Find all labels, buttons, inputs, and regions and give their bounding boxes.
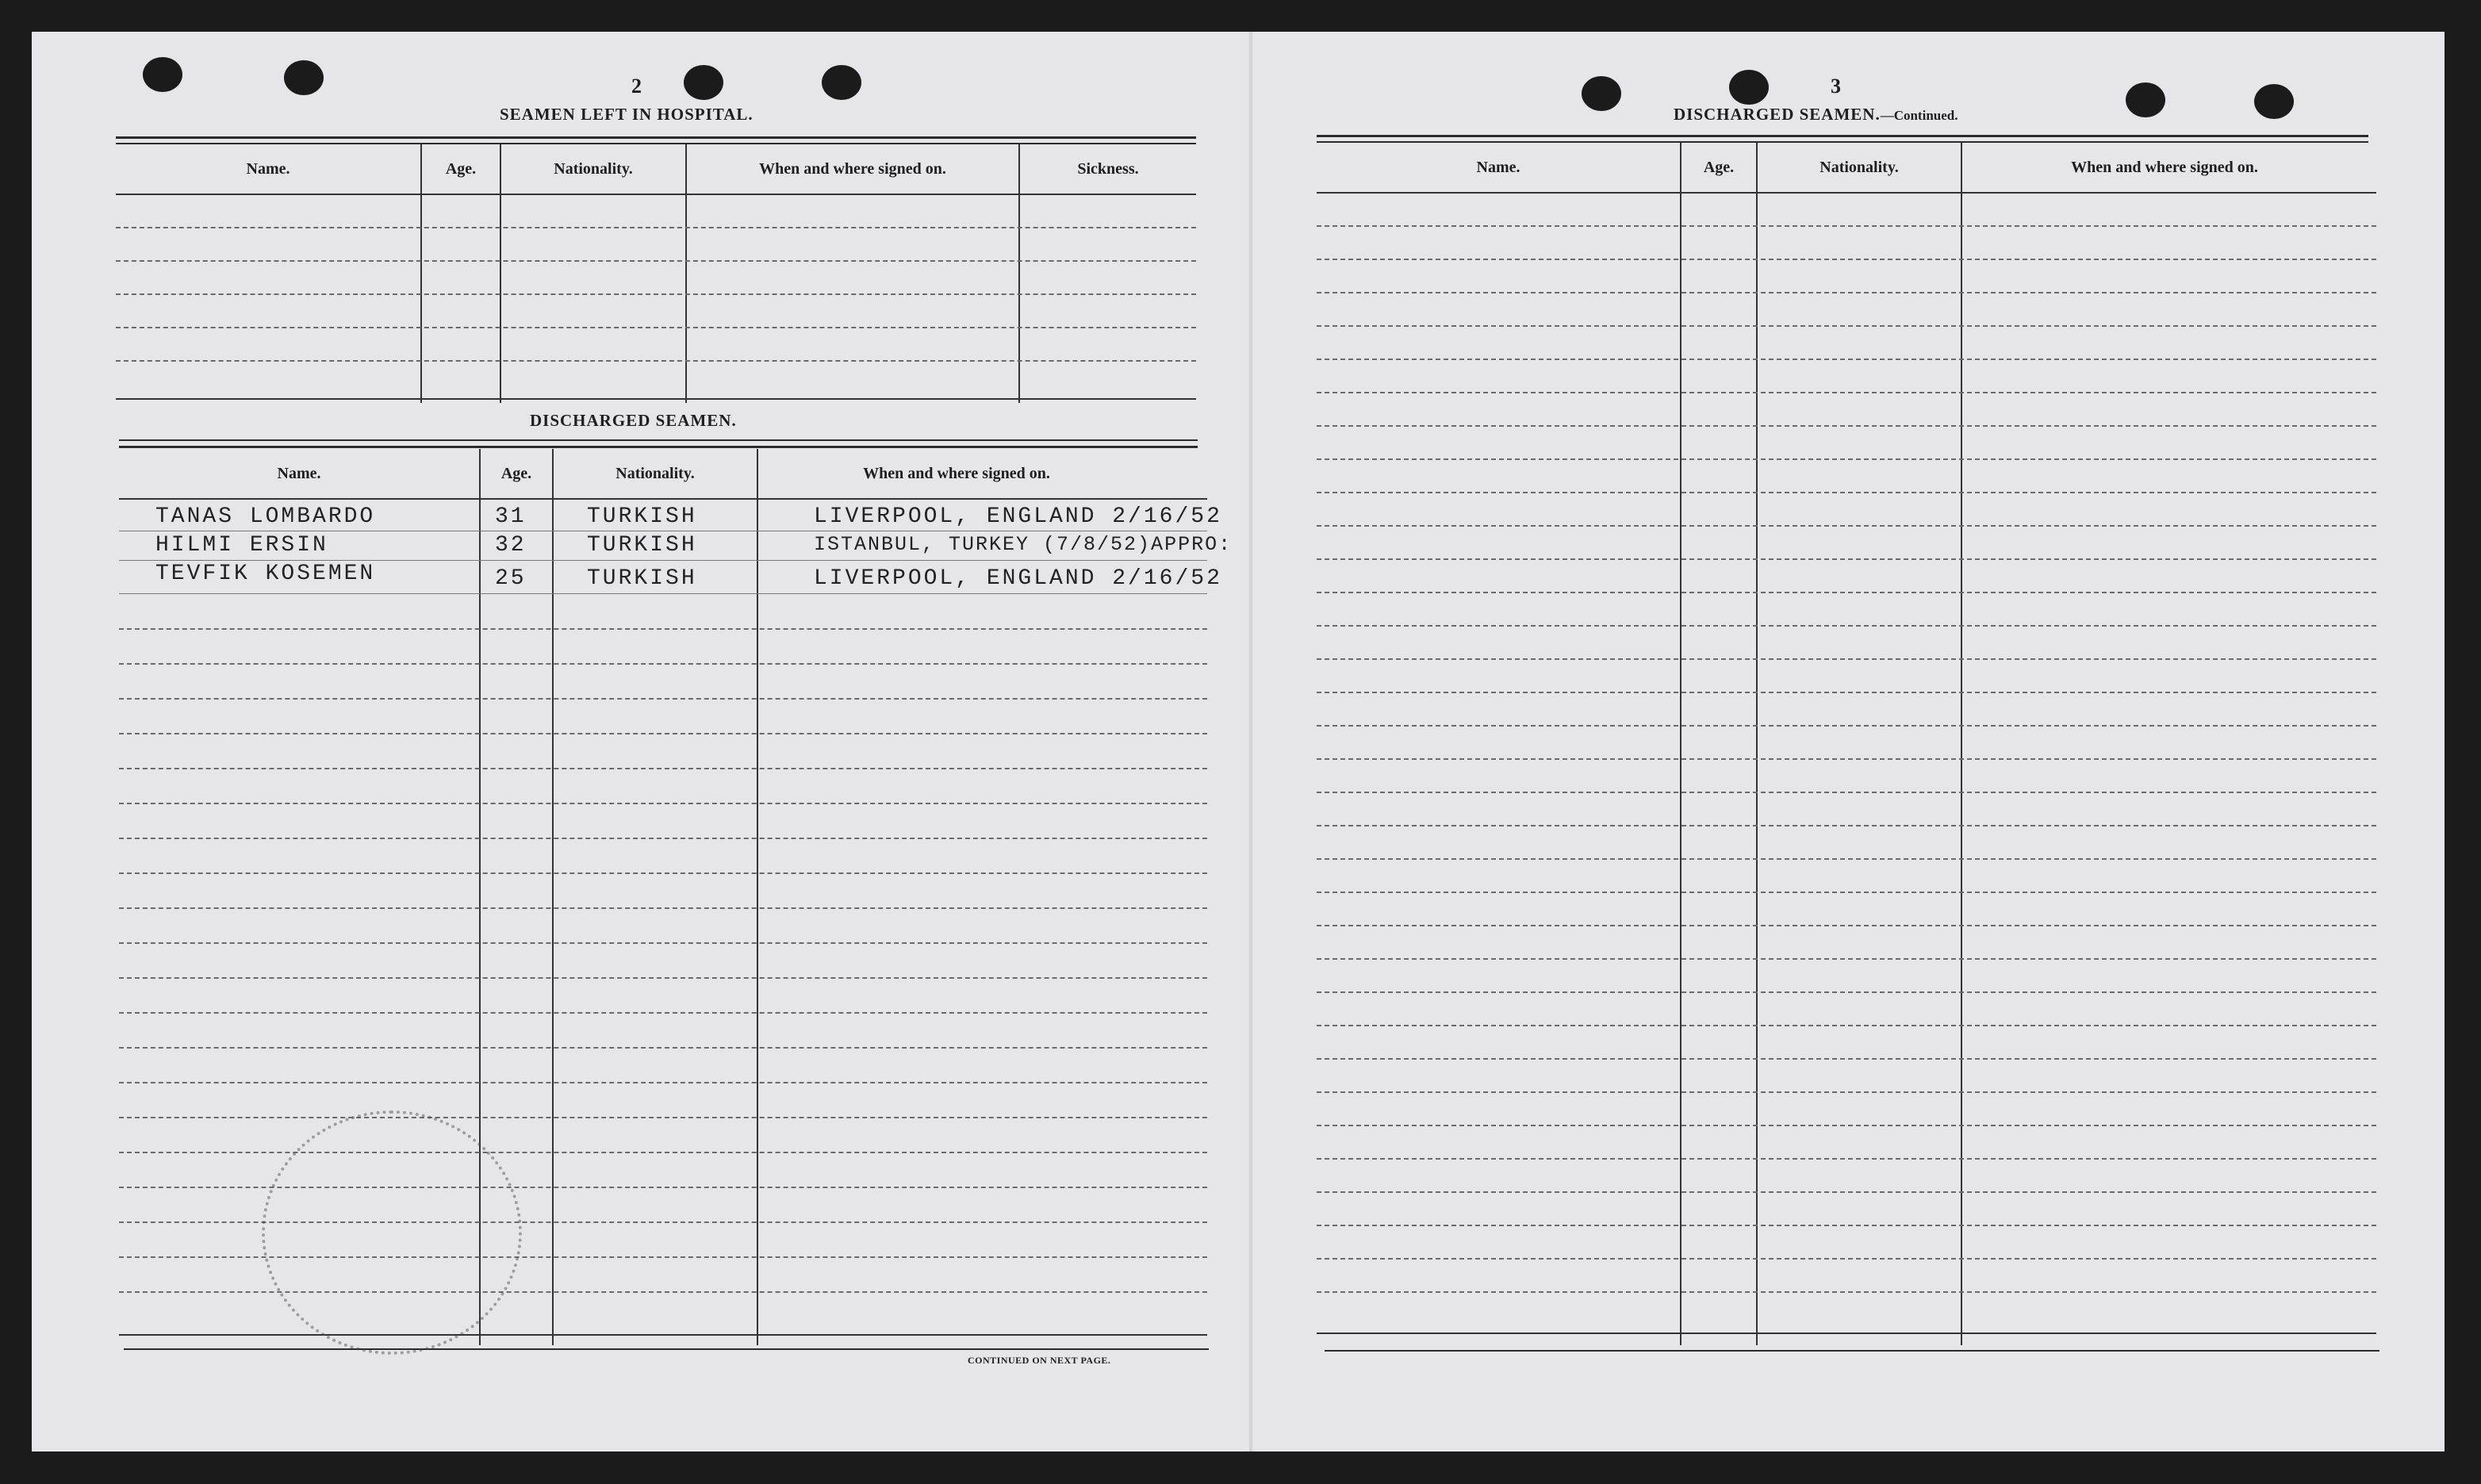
ruled-line <box>1317 925 2376 926</box>
ruled-line <box>119 907 1207 909</box>
ruled-line <box>119 942 1207 944</box>
ruled-line <box>1317 692 2376 693</box>
ruled-line <box>1317 1058 2376 1060</box>
column-divider <box>685 144 687 403</box>
punch-hole <box>2254 84 2294 119</box>
hospital-top-rule <box>116 136 1196 139</box>
ruled-line <box>1317 958 2376 960</box>
ruled-line <box>1317 1258 2376 1260</box>
continued-suffix: —Continued. <box>1880 108 1958 123</box>
discharged-top-rule <box>119 439 1198 441</box>
column-divider <box>552 449 554 1345</box>
punch-hole <box>2126 82 2165 117</box>
ruled-line <box>1317 991 2376 993</box>
table-bottom <box>1317 1333 2376 1334</box>
discharged-section-title: DISCHARGED SEAMEN. <box>530 411 737 430</box>
right-top-rule <box>1317 135 2368 137</box>
ruled-line <box>119 1117 1207 1118</box>
continued-note: CONTINUED ON NEXT PAGE. <box>968 1355 1111 1366</box>
punch-hole <box>284 60 324 95</box>
ruled-line <box>1317 1291 2376 1293</box>
hospital-table <box>116 144 1196 403</box>
ruled-line <box>1317 1125 2376 1126</box>
col-header-age: Age. <box>1703 159 1735 176</box>
ruled-line <box>1317 892 2376 893</box>
column-divider <box>1756 143 1758 1345</box>
seaman-name: HILMI ERSIN <box>155 533 328 558</box>
hospital-section-title: SEAMEN LEFT IN HOSPITAL. <box>500 105 754 124</box>
punch-hole <box>1582 76 1621 111</box>
header-underline <box>116 194 1196 195</box>
faded-stamp <box>262 1110 522 1355</box>
ruled-line <box>1317 359 2376 360</box>
ruled-line <box>1317 259 2376 260</box>
column-divider <box>1018 144 1020 403</box>
punch-hole <box>1729 70 1769 105</box>
col-header-nationality: Nationality. <box>1820 159 1899 176</box>
ruled-line <box>119 977 1207 979</box>
ruled-line <box>1317 1225 2376 1226</box>
discharged-top-rule-2 <box>119 446 1198 448</box>
seaman-signed-on: LIVERPOOL, ENGLAND 2/16/52 <box>814 566 1222 591</box>
column-divider <box>757 449 758 1345</box>
ruled-line <box>119 872 1207 874</box>
ruled-line <box>1317 758 2376 760</box>
punch-hole <box>822 65 861 100</box>
ruled-line <box>116 327 1196 328</box>
col-header-signed-on: When and where signed on. <box>863 465 1050 482</box>
col-header-name: Name. <box>277 465 321 482</box>
discharged-continued-title-text: DISCHARGED SEAMEN. <box>1674 105 1881 124</box>
col-header-nationality: Nationality. <box>615 465 695 482</box>
ruled-line <box>119 1047 1207 1049</box>
seaman-name: TEVFIK KOSEMEN <box>155 562 376 586</box>
ruled-line <box>1317 1091 2376 1093</box>
ruled-line <box>1317 292 2376 293</box>
ruled-line <box>119 1082 1207 1083</box>
seaman-age: 25 <box>495 566 527 591</box>
discharged-continued-title <box>1674 105 1958 125</box>
page-fold <box>1249 32 1252 1451</box>
seaman-age: 32 <box>495 533 527 558</box>
ruled-line <box>119 593 1207 594</box>
ruled-line <box>1317 858 2376 860</box>
ruled-line <box>1317 1025 2376 1026</box>
ruled-line <box>119 838 1207 839</box>
col-header-signed-on: When and where signed on. <box>2071 159 2258 176</box>
ruled-line <box>1317 492 2376 493</box>
ruled-line <box>116 227 1196 228</box>
header-underline <box>1317 192 2376 194</box>
ruled-line <box>1317 792 2376 793</box>
ruled-line <box>119 768 1207 769</box>
page-number-right: 3 <box>1831 75 1841 98</box>
ruled-line <box>1317 625 2376 627</box>
seaman-age: 31 <box>495 504 527 529</box>
punch-hole <box>143 57 182 92</box>
table-bottom <box>116 398 1196 400</box>
right-bottom-rule <box>1325 1350 2379 1352</box>
ruled-line <box>1317 592 2376 593</box>
ruled-line <box>1317 325 2376 327</box>
ruled-line <box>1317 392 2376 393</box>
col-header-name: Name. <box>246 160 290 178</box>
ruled-line <box>119 663 1207 665</box>
seaman-nationality: TURKISH <box>587 504 697 529</box>
seaman-nationality: TURKISH <box>587 566 697 591</box>
column-divider <box>1680 143 1681 1345</box>
ruled-line <box>1317 558 2376 560</box>
ruled-line <box>116 360 1196 362</box>
col-header-signed-on: When and where signed on. <box>759 160 946 178</box>
ruled-line <box>1317 425 2376 427</box>
ruled-line <box>1317 225 2376 227</box>
ruled-line <box>116 260 1196 262</box>
ruled-line <box>119 560 1207 561</box>
ruled-line <box>119 733 1207 734</box>
col-header-age: Age. <box>445 160 477 178</box>
ruled-line <box>1317 725 2376 727</box>
seaman-name: TANAS LOMBARDO <box>155 504 376 529</box>
column-divider <box>420 144 422 403</box>
col-header-name: Name. <box>1476 159 1520 176</box>
ruled-line <box>119 803 1207 804</box>
ruled-line <box>1317 458 2376 460</box>
ruled-line <box>119 698 1207 700</box>
ruled-line <box>1317 1191 2376 1193</box>
ruled-line <box>116 293 1196 295</box>
seaman-signed-on: LIVERPOOL, ENGLAND 2/16/52 <box>814 504 1222 529</box>
ruled-line <box>119 628 1207 630</box>
ruled-line <box>1317 658 2376 660</box>
discharged-bottom-rule <box>124 1348 1209 1350</box>
register-sheet <box>32 32 2445 1451</box>
table-bottom <box>119 1334 1207 1336</box>
col-header-age: Age. <box>500 465 532 482</box>
seaman-nationality: TURKISH <box>587 533 697 558</box>
column-divider <box>500 144 501 403</box>
col-header-nationality: Nationality. <box>554 160 633 178</box>
ruled-line <box>1317 525 2376 527</box>
header-underline <box>119 498 1207 500</box>
ruled-line <box>119 1012 1207 1014</box>
page-number-left: 2 <box>631 75 642 98</box>
punch-hole <box>684 65 723 100</box>
ruled-line <box>119 1152 1207 1153</box>
discharged-continued-table <box>1317 143 2376 1345</box>
column-divider <box>1961 143 1962 1345</box>
seaman-signed-on: ISTANBUL, TURKEY (7/8/52)APPRO: <box>814 533 1233 556</box>
col-header-sickness: Sickness. <box>1077 160 1139 178</box>
ruled-line <box>1317 825 2376 826</box>
ruled-line <box>1317 1158 2376 1160</box>
